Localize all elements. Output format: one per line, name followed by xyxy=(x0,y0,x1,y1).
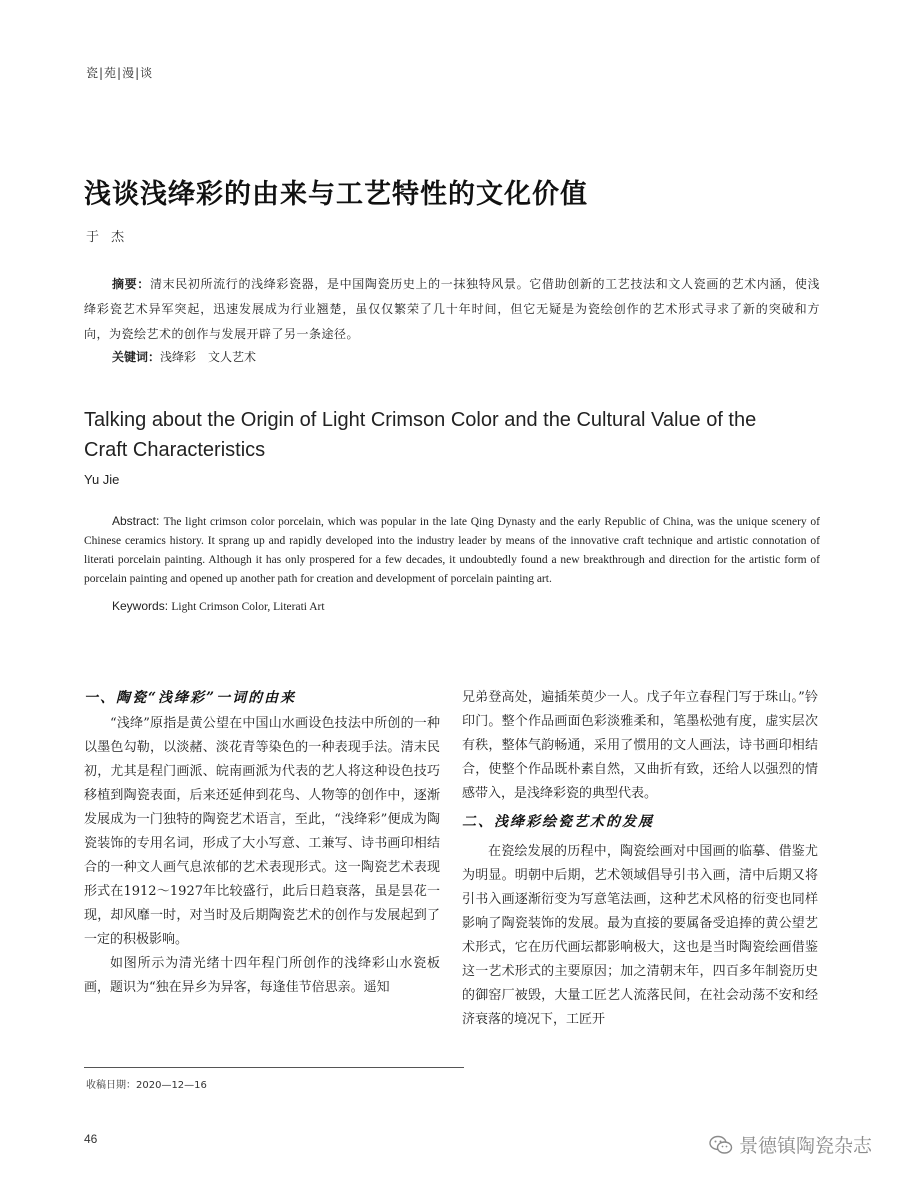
keywords-en-text: Light Crimson Color, Literati Art xyxy=(171,601,325,613)
body-column-left xyxy=(84,686,440,1000)
abstract-cn-label: 摘要： xyxy=(112,277,150,291)
section-heading-2: 二、浅绛彩绘瓷艺术的发展 xyxy=(462,814,654,830)
wechat-icon xyxy=(709,1135,733,1155)
article-title-en: Talking about the Origin of Light Crimson Color and the Cultural Value of the Craft Characteristics xyxy=(84,409,757,461)
keywords-cn-text: 浅绛彩 文人艺术 xyxy=(160,350,257,364)
abstract-en xyxy=(84,512,820,589)
keywords-cn xyxy=(112,348,256,365)
page-number: 46 xyxy=(84,1132,98,1146)
abstract-cn-text: 清末民初所流行的浅绛彩瓷器，是中国陶瓷历史上的一抹独特风景。它借助创新的工艺技法和文人瓷画的艺术内涵，使浅绛彩瓷艺术异军突起，迅速发展成为行业翘楚，虽仅仅繁荣了几十年时间，但它无疑是为瓷绘创作的艺术形式寻求了新的突破和方向，为瓷绘艺术的创作与发展开辟了另一条途径。 xyxy=(84,277,820,341)
article-title-cn: 浅谈浅绛彩的由来与工艺特性的文化价值 xyxy=(84,179,588,210)
received-date: 收稿日期：2020—12—16 xyxy=(86,1080,207,1091)
abstract-cn xyxy=(84,272,820,347)
watermark-text: 景德镇陶瓷杂志 xyxy=(738,1135,872,1157)
body-paragraph-2-continued: 兄弟登高处，遍插茱萸少一人。戊子年立春程门写于珠山。”钤印门。整个作品画面色彩淡雅柔和，笔墨松弛有度，虚实层次有秩，整体气韵畅通，采用了惯用的文人画法，诗书画印相结合，使整个作品既朴素自然，又曲折有致，还给人以强烈的情感带入，是浅绛彩瓷的典型代表。 xyxy=(462,690,818,801)
section-label: 瓷|苑|漫|谈 xyxy=(86,66,154,80)
body-paragraph-3: 在瓷绘发展的历程中，陶瓷绘画对中国画的临摹、借鉴尤为明显。明朝中后期，艺术领域倡导引书入画，清中后期又将引书入画逐渐衍变为写意笔法画，这种艺术风格的衍变也同样影响了陶瓷装饰的发展。最为直接的要属备受追捧的黄公望艺术形式，它在历代画坛都影响极大，这也是当时陶瓷绘画借鉴这一艺术形式的主要原因；加之清朝末年，四百多年制瓷历史的御窑厂被毁，大量工匠艺人流落民间，在社会动荡不安和经济衰落的境况下，工匠开 xyxy=(462,844,818,1027)
author-cn: 于 杰 xyxy=(86,230,129,245)
body-paragraph-1: “浅绛”原指是黄公望在中国山水画设色技法中所创的一种以墨色勾勒，以淡赭、淡花青等染色的一种表现手法。清末民初，尤其是程门画派、皖南画派为代表的艺人将这种设色技巧移植到陶瓷表面，后来还延伸到花鸟、人物等的创作中，逐渐发展成为一门独特的陶瓷艺术语言，至此，“浅绛彩”便成为陶瓷装饰的专用名词，形成了大小写意、工兼写、诗书画印相结合的一种文人画气息浓郁的艺术表现形式。这一陶瓷艺术表现形式在1912～1927年比较盛行，此后日趋衰落，虽是昙花一现，却风靡一时，对当时及后期陶瓷艺术的创作与发展起到了一定的积极影响。 xyxy=(84,716,440,947)
section-heading-1: 一、陶瓷“浅绛彩”一词的由来 xyxy=(84,690,297,706)
watermark xyxy=(709,1131,872,1158)
footnote-divider xyxy=(84,1067,464,1068)
keywords-cn-label: 关键词： xyxy=(112,350,161,364)
keywords-en xyxy=(112,599,325,613)
abstract-en-text: The light crimson color porcelain, which was popular in the late Qing Dynasty and the early Republic of China, was the unique scenery of Chinese ceramics history. It sprang up and rapidly developed into the industry leader by means of the innovative craft technique and artistic connotation of literati porcelain painting. Although it has only prospered for a few decades, it undoubtedly found a new breakthrough and direction for the artistic form of porcelain painting and opened up another path for creation and development of porcelain painting art. xyxy=(84,516,820,585)
abstract-en-label: Abstract: xyxy=(112,514,164,528)
author-en: Yu Jie xyxy=(84,472,120,487)
body-column-right xyxy=(462,686,818,1032)
keywords-en-label: Keywords: xyxy=(112,599,172,613)
body-paragraph-2: 如图所示为清光绪十四年程门所创作的浅绛彩山水瓷板画，题识为“独在异乡为异客，每逢佳节倍思亲。遥知 xyxy=(84,956,440,995)
